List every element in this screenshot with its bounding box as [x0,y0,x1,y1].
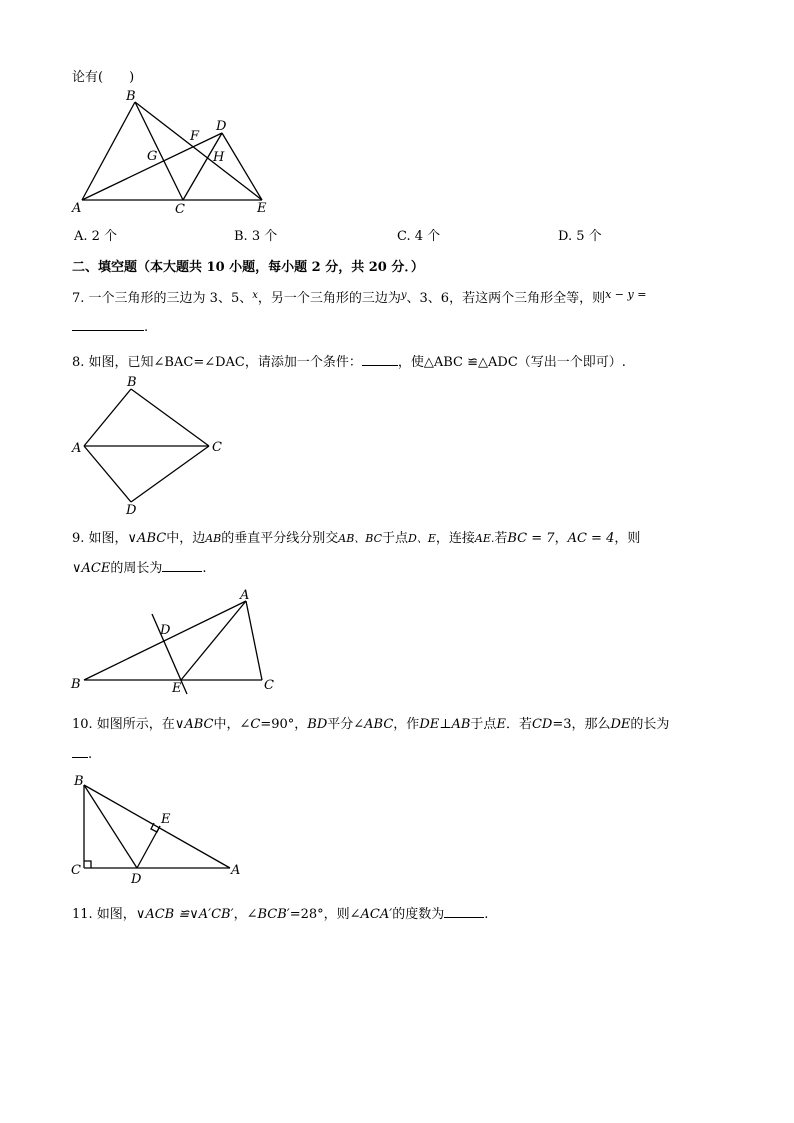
q7-expr: x − y = [605,288,647,301]
q11-congruence: ∨ACB ≌∨A′CB′ [135,907,234,922]
q8-label-c: C [212,440,222,455]
q10-e: E [496,717,506,732]
q6-label-c: C [175,202,185,217]
q10-label-c: C [71,863,81,878]
q9-triangle-abc: ∨ABC [127,531,167,546]
q7-text-part2: ，另一个三角形的三边为 [257,291,401,306]
q6-label-e: E [257,201,267,216]
q10-cd: CD [531,717,553,732]
q9-text-p1: 9. 如图， [72,531,128,546]
q11-text-p1: 11. 如图， [72,907,136,922]
q9-text-p2: 中，边 [166,531,206,546]
q9-line2-text: 的周长为 [110,561,163,576]
q10-text-p1: 10. 如图所示，在 [72,717,175,732]
q10-ab: AB [451,717,471,732]
section2-heading: 二、填空题（本大题共 10 小题，每小题 2 分，共 20 分．） [72,260,424,275]
q11-angle-bcb: ∠BCB′ [246,907,290,922]
q9-bc-value: BC = 7 [507,531,555,546]
q7-var-x: x [252,290,258,301]
q11-text-p4: 的度数为 [392,907,445,922]
q10-text-p7: 于点 [470,717,497,732]
q10-angle-c: ∠C [239,717,261,732]
q10-text-p3: =90°， [260,717,308,732]
q11-text-p2: ， [233,907,247,922]
q8-label-d: D [126,503,137,518]
q10-triangle-abc: ∨ABC [174,717,214,732]
q6-option-b: B. 3 个 [234,229,278,244]
q11-angle-aca: ∠ACA′ [349,907,393,922]
q10-de-2: DE [610,717,631,732]
q9-d-e: D、E [408,532,436,545]
q9-text-p5: ，连接 [435,531,475,546]
q9-label-b: B [71,677,81,692]
q10-angle-abc: ∠ABC [353,717,394,732]
q10-text-p2: 中， [213,717,240,732]
q9-text-p8: ，则 [614,531,641,546]
q10-bd: BD [307,717,328,732]
q10-label-a: A [231,863,241,878]
q11-line [72,903,488,922]
q6-label-f: F [190,129,200,144]
q9-label-c: C [264,678,274,693]
q10-text-p8: ．若 [505,717,532,732]
q10-de: DE [419,717,440,732]
q7-end: . [144,320,149,335]
q9-label-d: D [160,623,171,638]
q10-label-e: E [161,812,171,827]
q9-text-p7: ， [554,531,568,546]
q10-text-p4: 平分 [327,717,354,732]
q10-text-p9: =3，那么 [552,717,611,732]
q9-ac-value: AC = 4 [567,531,615,546]
q9-label-a: A [240,588,250,603]
q6-label-a: A [72,201,82,216]
q6-label-h: H [213,150,225,165]
q9-label-e: E [172,681,182,696]
q10-label-b: B [74,774,84,789]
q6-option-a: A. 2 个 [74,229,118,244]
q11-end: . [484,907,489,922]
q11-blank[interactable] [444,905,484,918]
q6-option-c: C. 4 个 [397,229,441,244]
q8-label-b: B [127,375,137,390]
q8-text-part1: 8. 如图，已知∠BAC=∠DAC，请添加一个条件： [72,355,362,370]
q11-text-p3: =28°，则 [289,907,350,922]
q6-label-b: B [126,89,136,104]
q9-end: . [202,561,207,576]
q9-text-p4: 于点 [382,531,409,546]
q9-ab: AB [205,532,222,545]
q9-ae: AE. [474,532,495,545]
q6-label-g: G [147,149,158,164]
q10-perp: ⊥ [439,717,452,732]
q7-text-part1: 7. 一个三角形的三边为 3、5、 [72,291,253,306]
q10-label-d: D [131,872,142,887]
q9-text-p3: 的垂直平分线分别交 [221,531,339,546]
q9-ab-bc: AB、BC [338,532,382,545]
q6-option-d: D. 5 个 [558,229,602,244]
q6-label-d: D [216,119,227,134]
q7-var-y: y [400,290,407,301]
q8-label-a: A [72,441,82,456]
q9-triangle-ace: ∨ACE [72,561,111,576]
q7-text-part3: 、3、6，若这两个三角形全等，则 [406,291,606,306]
q10-end: . [88,747,93,762]
q9-text-p6: 若 [494,531,508,546]
q10-text-p5: ，作 [393,717,420,732]
q6-stem-tail: 论有( ) [72,70,135,85]
q8-text-part2: ，使△ABC ≌△ADC（写出一个即可）. [397,355,626,370]
q10-text-p10: 的长为 [630,717,670,732]
